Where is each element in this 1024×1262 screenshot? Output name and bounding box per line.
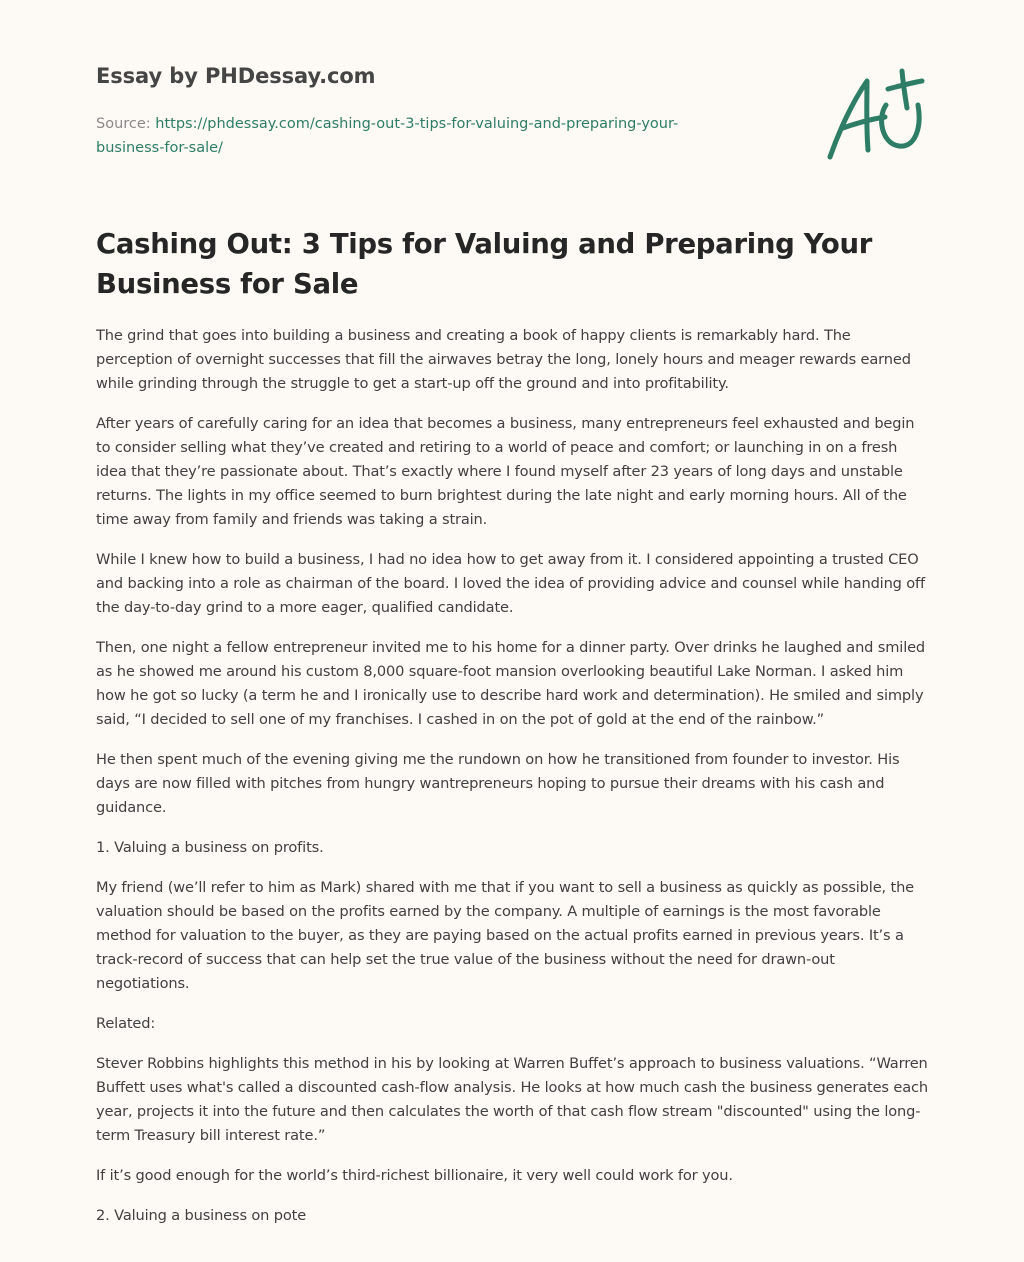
source-line xyxy=(96,112,736,160)
paragraph: Then, one night a fellow entrepreneur invited me to his home for a dinner party. Over drinks he laughed and smiled as he showed me around his custom 8,000 square-foot mansion overlooking beautiful Lake Norman. I asked him how he got so lucky (a term he and I ironically use to describe hard work and determination). He smiled and simply said, “I decided to sell one of my franchises. I cashed in on the pot of gold at the end of the rainbow.” xyxy=(96,639,926,728)
a-plus-logo-icon xyxy=(826,68,926,164)
article-body xyxy=(96,324,930,1244)
page-title: Cashing Out: 3 Tips for Valuing and Preparing Your Business for Sale xyxy=(96,228,872,300)
paragraph: He then spent much of the evening giving me the rundown on how he transitioned from founder to investor. His days are now filled with pitches from hungry wantrepreneurs hoping to pursue their dreams with his cash and guidance. xyxy=(96,751,900,816)
paragraph: While I knew how to build a business, I had no idea how to get away from it. I considered appointing a trusted CEO and backing into a role as chairman of the board. I loved the idea of providing advice and counsel while handing off the day-to-day grind to a more eager, qualified candidate. xyxy=(96,551,926,616)
source-link[interactable]: https://phdessay.com/cashing-out-3-tips-for-valuing-and-preparing-your-business-for-sale/ xyxy=(96,116,679,156)
paragraph: Stever Robbins highlights this method in his by looking at Warren Buffet’s approach to business valuations. “Warren Buffett uses what's called a discounted cash-flow analysis. He looks at how much cash the business generates each year, projects it into the future and then calculates the worth of that cash flow stream "discounted" using the long-term Treasury bill interest rate.” xyxy=(96,1055,928,1144)
document-page xyxy=(96,0,930,1262)
paragraph: After years of carefully caring for an idea that becomes a business, many entrepreneurs feel exhausted and begin to consider selling what they’ve created and retiring to a world of peace and comfort; or launching in on a fresh idea that they’re passionate about. That’s exactly where I found myself after 23 years of long days and unstable returns. The lights in my office seemed to burn brightest during the late night and early morning hours. All of the time away from family and friends was taking a strain. xyxy=(96,415,915,528)
section-heading: 1. Valuing a business on profits. xyxy=(96,839,324,856)
paragraph: The grind that goes into building a business and creating a book of happy clients is remarkably hard. The perception of overnight successes that fill the airwaves betray the long, lonely hours and meager rewards earned while grinding through the struggle to get a start-up off the ground and into profitability. xyxy=(96,327,911,392)
section-heading: 2. Valuing a business on pote xyxy=(96,1207,307,1224)
paragraph: My friend (we’ll refer to him as Mark) shared with me that if you want to sell a business as quickly as possible, the valuation should be based on the profits earned by the company. A multiple of earnings is the most favorable method for valuation to the buyer, as they are paying based on the actual profits earned in previous years. It’s a track-record of success that can help set the true value of the business without the need for drawn-out negotiations. xyxy=(96,879,915,992)
source-label: Source: xyxy=(96,116,156,132)
brand-name: Essay by PHDessay.com xyxy=(96,64,376,88)
related-label: Related: xyxy=(96,1015,156,1032)
paragraph: If it’s good enough for the world’s third-richest billionaire, it very well could work for you. xyxy=(96,1167,733,1184)
